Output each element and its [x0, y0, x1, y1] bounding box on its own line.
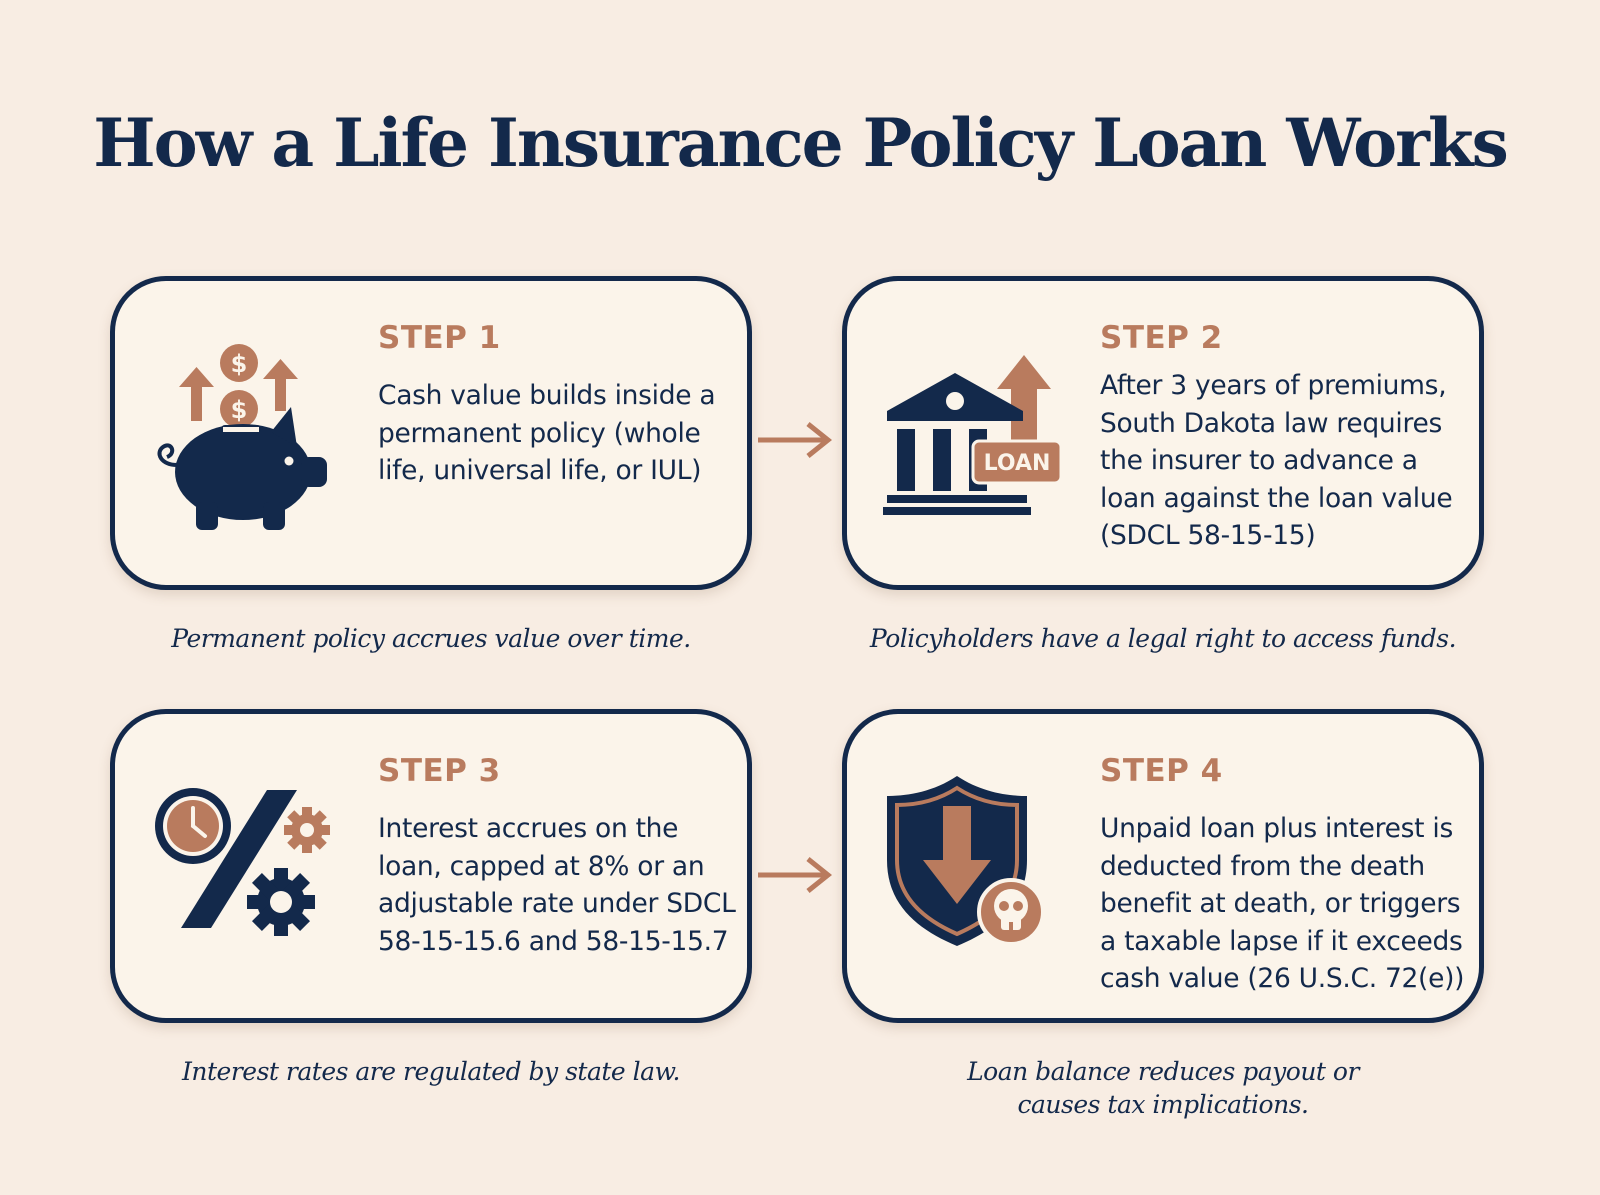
right-arrow-icon — [756, 855, 836, 895]
step-4-label: STEP 4 — [1100, 753, 1223, 789]
svg-text:$: $ — [230, 396, 248, 424]
right-arrow-icon — [756, 420, 836, 460]
step-1-label: STEP 1 — [378, 320, 501, 356]
step-3-card — [110, 709, 752, 1023]
step-2-caption: Policyholders have a legal right to access funds. — [869, 624, 1457, 653]
step-1-description: Cash value builds inside a permanent policy (whole life, universal life, or IUL) — [378, 380, 716, 486]
step-2-description: After 3 years of premiums, South Dakota law requires the insurer to advance a loan against the loan value (SDCL 58-15-15) — [1100, 370, 1453, 551]
bank-loan-icon — [883, 349, 1073, 519]
loan-badge-text: LOAN — [983, 451, 1051, 476]
percent-clock-gears-icon — [151, 780, 341, 950]
step-3-description: Interest accrues on the loan, capped at 8% or an adjustable rate under SDCL 58-15-15.6 and 58-15-15.7 — [378, 813, 736, 957]
shield-down-arrow-skull-icon — [883, 770, 1053, 960]
step-2-label: STEP 2 — [1100, 320, 1223, 356]
step-4-card — [842, 709, 1484, 1023]
step-4-description: Unpaid loan plus interest is deducted from the death benefit at death, or triggers a taxable lapse if it exceeds cash value (26 U.S.C. 72(e)) — [1100, 813, 1465, 994]
piggy-bank-coins-icon — [151, 337, 341, 537]
step-4-caption: Loan balance reduces payout or causes tax implications. — [967, 1057, 1359, 1119]
svg-text:$: $ — [230, 350, 248, 378]
step-3-caption: Interest rates are regulated by state law. — [182, 1057, 680, 1086]
page-title: How a Life Insurance Policy Loan Works — [93, 104, 1507, 182]
step-1-caption: Permanent policy accrues value over time. — [171, 624, 691, 653]
step-1-card — [110, 276, 752, 590]
step-3-label: STEP 3 — [378, 753, 501, 789]
step-2-card — [842, 276, 1484, 590]
